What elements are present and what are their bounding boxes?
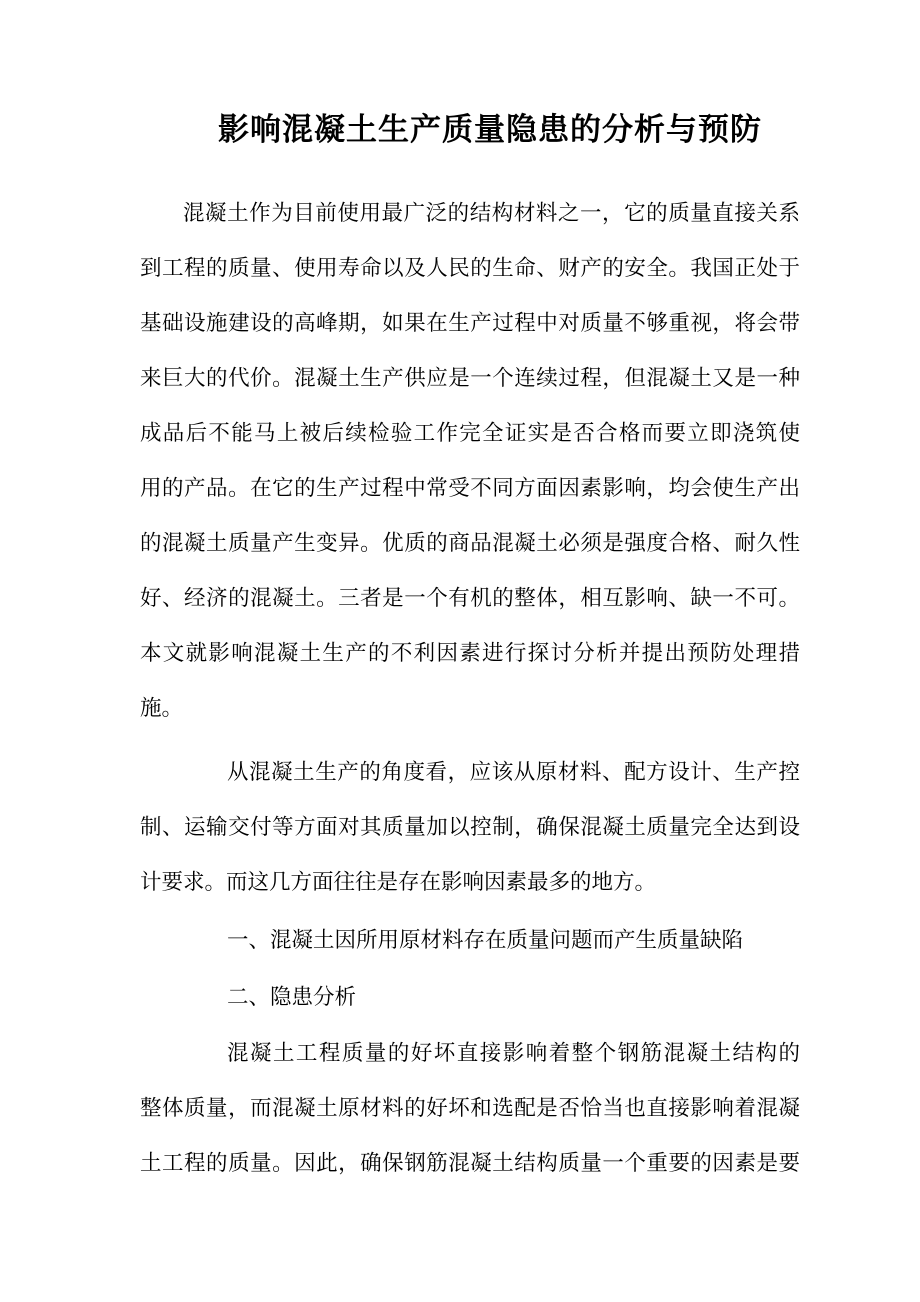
paragraph-2-line-3: 计要求。而这几方面往往是存在影响因素最多的地方。 — [140, 870, 657, 895]
paragraph-2-line-2: 制、运输交付等方面对其质量加以控制，确保混凝土质量完全达到设 — [140, 815, 800, 840]
paragraph-1-line-3: 基础设施建设的高峰期，如果在生产过程中对质量不够重视，将会带 — [140, 311, 800, 336]
paragraph-3-line-3: 土工程的质量。因此，确保钢筋混凝土结构质量一个重要的因素是要 — [140, 1151, 800, 1176]
paragraph-1-line-5: 成品后不能马上被后续检验工作完全证实是否合格而要立即浇筑使 — [140, 421, 800, 446]
document-title: 影响混凝土生产质量隐患的分析与预防 — [218, 112, 762, 148]
paragraph-1-line-1: 混凝土作为目前使用最广泛的结构材料之一，它的质量直接关系 — [183, 201, 800, 226]
paragraph-1-line-8: 好、经济的混凝土。三者是一个有机的整体，相互影响、缺一不可。 — [140, 586, 800, 611]
paragraph-1-line-4: 来巨大的代价。混凝土生产供应是一个连续过程，但混凝土又是一种 — [140, 366, 800, 391]
paragraph-1-line-7: 的混凝土质量产生变异。优质的商品混凝土必须是强度合格、耐久性 — [140, 531, 800, 556]
paragraph-1-line-9: 本文就影响混凝土生产的不利因素进行探讨分析并提出预防处理措 — [140, 641, 800, 666]
paragraph-2-line-1: 从混凝土生产的角度看，应该从原材料、配方设计、生产控 — [227, 760, 800, 785]
section-heading-2: 二、隐患分析 — [227, 985, 357, 1010]
paragraph-1-line-10: 施。 — [140, 696, 184, 721]
section-heading-1: 一、混凝土因所用原材料存在质量问题而产生质量缺陷 — [227, 928, 744, 953]
paragraph-1-line-2: 到工程的质量、使用寿命以及人民的生命、财产的安全。我国正处于 — [140, 256, 800, 281]
paragraph-3-line-1: 混凝土工程质量的好坏直接影响着整个钢筋混凝土结构的 — [227, 1041, 800, 1066]
paragraph-3-line-2: 整体质量，而混凝土原材料的好坏和选配是否恰当也直接影响着混凝 — [140, 1096, 800, 1121]
paragraph-1-line-6: 用的产品。在它的生产过程中常受不同方面因素影响，均会使生产出 — [140, 476, 800, 501]
